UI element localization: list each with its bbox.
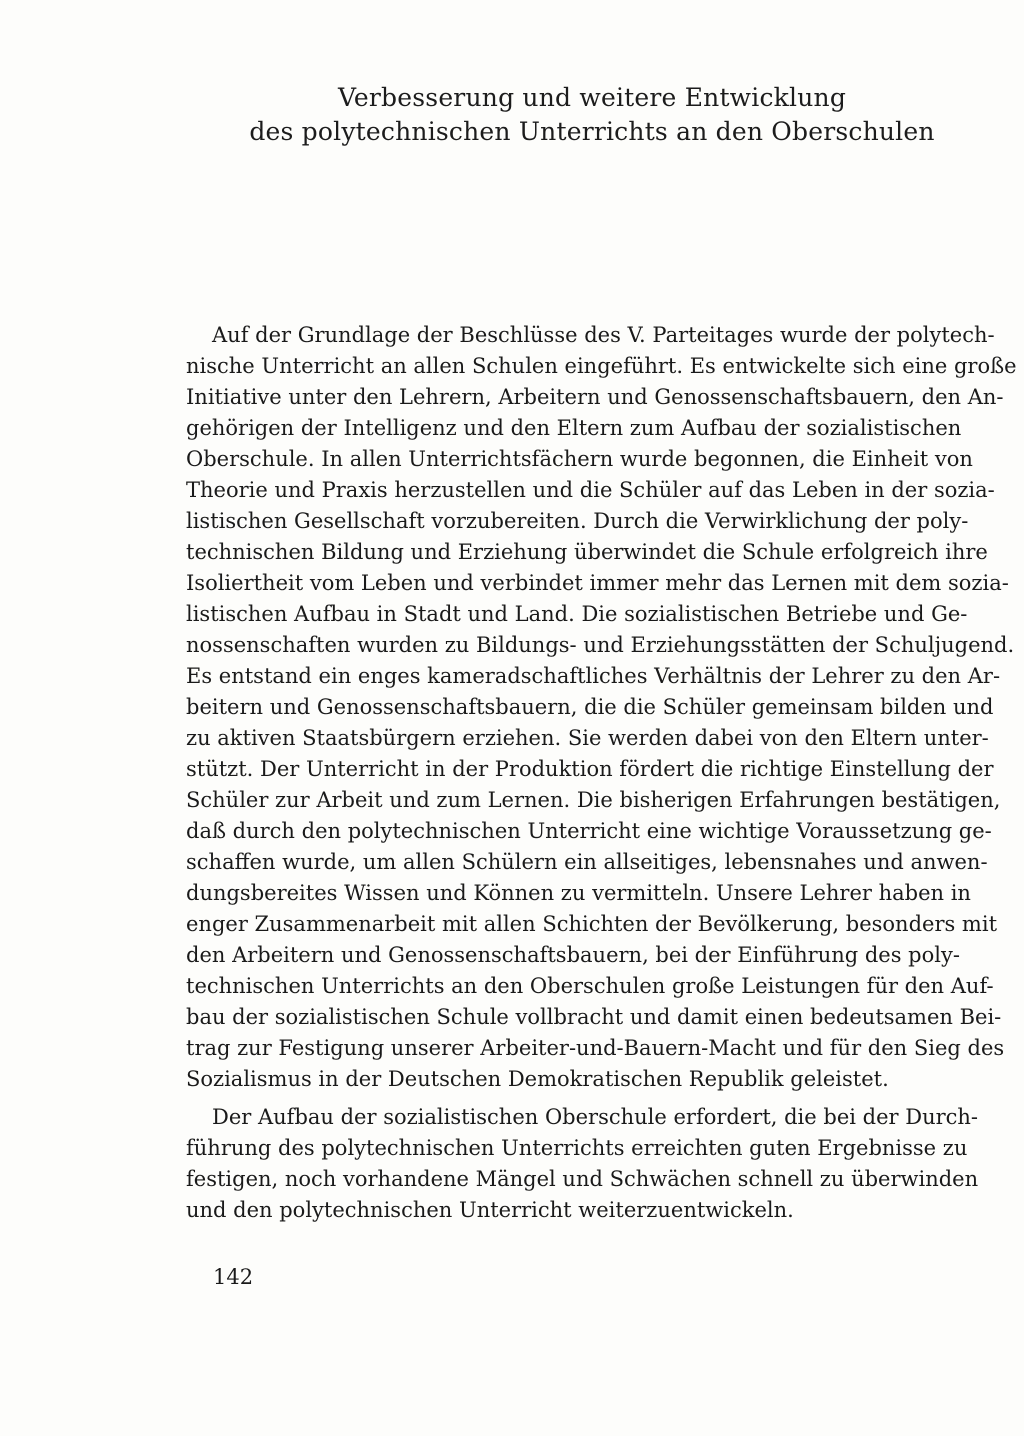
page-number: 142 [213,1265,254,1289]
paragraph-1-line: Schüler zur Arbeit und zum Lernen. Die bisherigen Erfahrungen bestätigen, [186,788,1001,812]
paragraph-2-line: führung des polytechnischen Unterrichts erreichten guten Ergebnisse zu [186,1136,968,1160]
paragraph-1-line: stützt. Der Unterricht in der Produktion fördert die richtige Einstellung der [186,757,994,781]
paragraph-2-line: Der Aufbau der sozialistischen Oberschule erfordert, die bei der Durch- [212,1105,979,1129]
paragraph-1-line: Sozialismus in der Deutschen Demokratischen Republik geleistet. [186,1067,889,1091]
paragraph-2-line: und den polytechnischen Unterricht weiterzuentwickeln. [186,1198,794,1222]
paragraph-1-line: Theorie und Praxis herzustellen und die Schüler auf das Leben in der sozia- [186,478,995,502]
paragraph-1-line: nossenschaften wurden zu Bildungs- und Erziehungsstätten der Schuljugend. [186,633,1015,657]
paragraph-1-line: enger Zusammenarbeit mit allen Schichten der Bevölkerung, besonders mit [186,912,998,936]
paragraph-1-line: Auf der Grundlage der Beschlüsse des V. Parteitages wurde der polytech- [212,323,995,347]
paragraph-1-line: daß durch den polytechnischen Unterricht eine wichtige Voraussetzung ge- [186,819,992,843]
paragraph-1-line: gehörigen der Intelligenz und den Eltern zum Aufbau der sozialistischen [186,416,962,440]
paragraph-1-line: beitern und Genossenschaftsbauern, die die Schüler gemeinsam bilden und [186,695,994,719]
paragraph-1-line: Isoliertheit vom Leben und verbindet immer mehr das Lernen mit dem sozia- [186,571,1009,595]
page-title-line-2: des polytechnischen Unterrichts an den Oberschulen [249,117,935,146]
paragraph-1-line: dungsbereites Wissen und Können zu vermitteln. Unsere Lehrer haben in [186,881,971,905]
paragraph-1-line: listischen Aufbau in Stadt und Land. Die sozialistischen Betriebe und Ge- [186,602,968,626]
paragraph-1-line: technischen Bildung und Erziehung überwindet die Schule erfolgreich ihre [186,540,988,564]
paragraph-2-line: festigen, noch vorhandene Mängel und Schwächen schnell zu überwinden [186,1167,979,1191]
paragraph-1-line: technischen Unterrichts an den Oberschulen große Leistungen für den Auf- [186,974,994,998]
paragraph-1-line: Oberschule. In allen Unterrichtsfächern wurde begonnen, die Einheit von [186,447,973,471]
paragraph-1-line: bau der sozialistischen Schule vollbracht und damit einen bedeutsamen Bei- [186,1005,1002,1029]
paragraph-1-line: listischen Gesellschaft vorzubereiten. Durch die Verwirklichung der poly- [186,509,969,533]
page-title-line-1: Verbesserung und weitere Entwicklung [337,83,847,112]
paragraph-1-line: den Arbeitern und Genossenschaftsbauern, bei der Einführung des poly- [186,943,960,967]
paragraph-1-line: trag zur Festigung unserer Arbeiter-und-Bauern-Macht und für den Sieg des [186,1036,1005,1060]
paragraph-1-line: zu aktiven Staatsbürgern erziehen. Sie werden dabei von den Eltern unter- [186,726,989,750]
paragraph-1-line: nische Unterricht an allen Schulen eingeführt. Es entwickelte sich eine große [186,354,1017,378]
paragraph-1-line: schaffen wurde, um allen Schülern ein allseitiges, lebensnahes und anwen- [186,850,988,874]
paragraph-1-line: Initiative unter den Lehrern, Arbeitern und Genossenschaftsbauern, den An- [186,385,1004,409]
paragraph-1-line: Es entstand ein enges kameradschaftliches Verhältnis der Lehrer zu den Ar- [186,664,1001,688]
